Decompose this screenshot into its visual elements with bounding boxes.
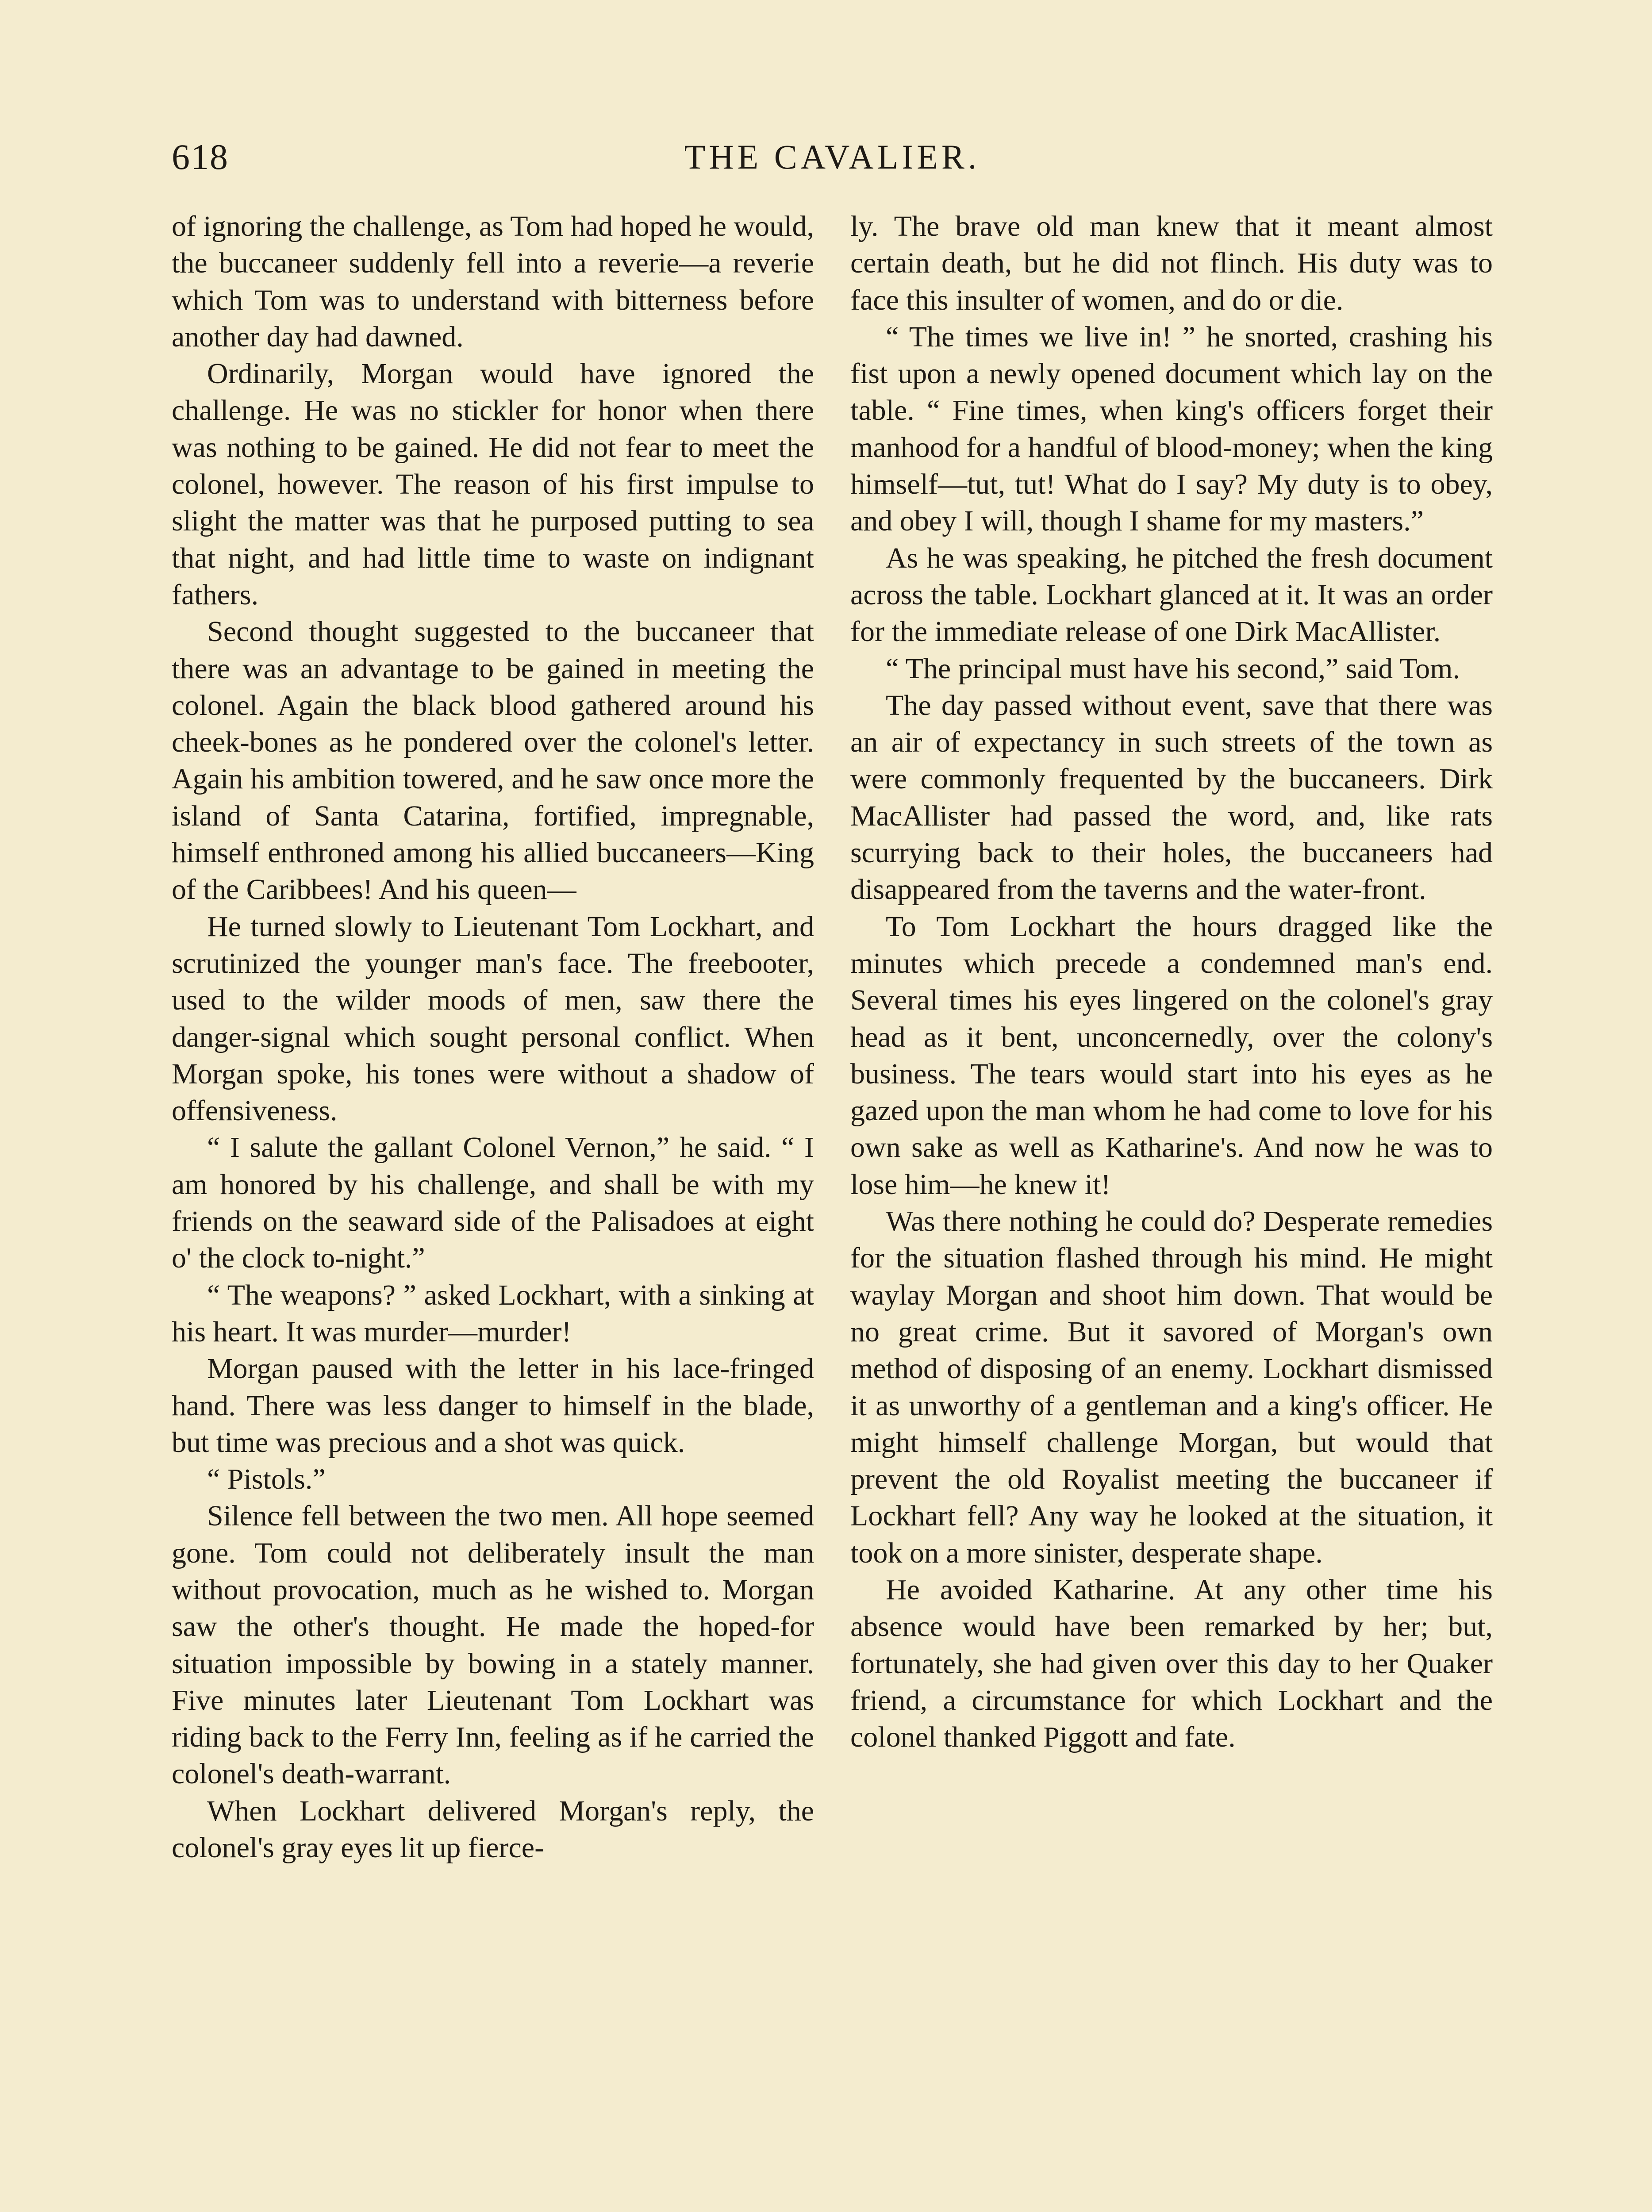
paragraph: “ Pistols.” bbox=[207, 1463, 326, 1496]
paragraph: Second thought suggested to the buccaneer that there was an advantage to be gained in meeting the colonel. Again the black blood gathered around his cheek-bones as he pondered over the colonel's letter. Again his ambition towered, and he saw once more the island of Santa Catarina, fortified, impregnable, himself enthroned among his allied buccaneers—King of the Caribbees! And his queen— bbox=[172, 615, 814, 906]
paragraph: He turned slowly to Lieutenant Tom Lockhart, and scrutinized the younger man's face. The freebooter, used to the wilder moods of men, saw there the danger-signal which sought personal conflict. When Morgan spoke, his tones were without a shadow of offensiveness. bbox=[172, 910, 814, 1127]
paragraph: ly. The brave old man knew that it meant almost certain death, but he did not flinch. His duty was to face this insulter of women, and do or die. bbox=[850, 210, 1493, 316]
right-column bbox=[850, 208, 1493, 1755]
paragraph: Morgan paused with the letter in his lace-fringed hand. There was less danger to himself in the blade, but time was precious and a shot was quick. bbox=[172, 1352, 814, 1459]
paragraph: To Tom Lockhart the hours dragged like the minutes which precede a condemned man's end. Several times his eyes lingered on the colonel's gray head as it bent, unconcernedly, over the colony's business. The tears would start into his eyes as he gazed upon the man whom he had come to love for his own sake as well as Katharine's. And now he was to lose him—he knew it! bbox=[850, 910, 1493, 1201]
paragraph: “ I salute the gallant Colonel Vernon,” he said. “ I am honored by his challenge, and shall be with my friends on the seaward side of the Palisadoes at eight o' the clock to-night.” bbox=[172, 1131, 814, 1275]
paragraph: “ The weapons? ” asked Lockhart, with a sinking at his heart. It was murder—murder! bbox=[172, 1279, 814, 1348]
paragraph: “ The times we live in! ” he snorted, crashing his fist upon a newly opened document which lay on the table. “ Fine times, when king's officers forget their manhood for a handful of blood-money; when the king himself—tut, tut! What do I say? My duty is to obey, and obey I will, though I shame for my masters.” bbox=[850, 320, 1493, 538]
paragraph: Ordinarily, Morgan would have ignored the challenge. He was no stickler for honor when there was nothing to be gained. He did not fear to meet the colonel, however. The reason of his first impulse to slight the matter was that he purposed putting to sea that night, and had little time to waste on indignant fathers. bbox=[172, 357, 814, 611]
paragraph: of ignoring the challenge, as Tom had hoped he would, the buccaneer suddenly fell into a reverie—a reverie which Tom was to understand with bitterness before another day had dawned. bbox=[172, 210, 814, 353]
paragraph: As he was speaking, he pitched the fresh document across the table. Lockhart glanced at it. It was an order for the immediate release of one Dirk MacAllister. bbox=[850, 541, 1493, 648]
page-header bbox=[172, 133, 1493, 181]
page-number: 618 bbox=[172, 137, 229, 177]
paragraph: The day passed without event, save that there was an air of expectancy in such streets of the town as were commonly frequented by the buccaneers. Dirk MacAllister had passed the word, and, like rats scurrying back to their holes, the buccaneers had disappeared from the taverns and the water-front. bbox=[850, 689, 1493, 906]
running-title: THE CAVALIER. bbox=[684, 138, 980, 176]
paragraph: He avoided Katharine. At any other time his absence would have been remarked by her; but, fortunately, she had given over this day to her Quaker friend, a circumstance for which Lockhart and the colonel thanked Piggott and fate. bbox=[850, 1573, 1493, 1754]
paragraph: Was there nothing he could do? Desperate remedies for the situation flashed through his mind. He might waylay Morgan and shoot him down. That would be no great crime. But it savored of Morgan's own method of disposing of an enemy. Lockhart dismissed it as unworthy of a gentleman and a king's officer. He might himself challenge Morgan, but would that prevent the old Royalist meeting the buccaneer if Lockhart fell? Any way he looked at the situation, it took on a more sinister, desperate shape. bbox=[850, 1205, 1493, 1569]
paragraph: “ The principal must have his second,” said Tom. bbox=[886, 652, 1460, 685]
paragraph: When Lockhart delivered Morgan's reply, the colonel's gray eyes lit up fierce- bbox=[172, 1794, 814, 1864]
paragraph: Silence fell between the two men. All hope seemed gone. Tom could not deliberately insult the man without provocation, much as he wished to. Morgan saw the other's thought. He made the hoped-for situation impossible by bowing in a stately manner. Five minutes later Lieutenant Tom Lockhart was riding back to the Ferry Inn, feeling as if he carried the colonel's death-warrant. bbox=[172, 1500, 814, 1790]
left-column bbox=[172, 208, 814, 1866]
